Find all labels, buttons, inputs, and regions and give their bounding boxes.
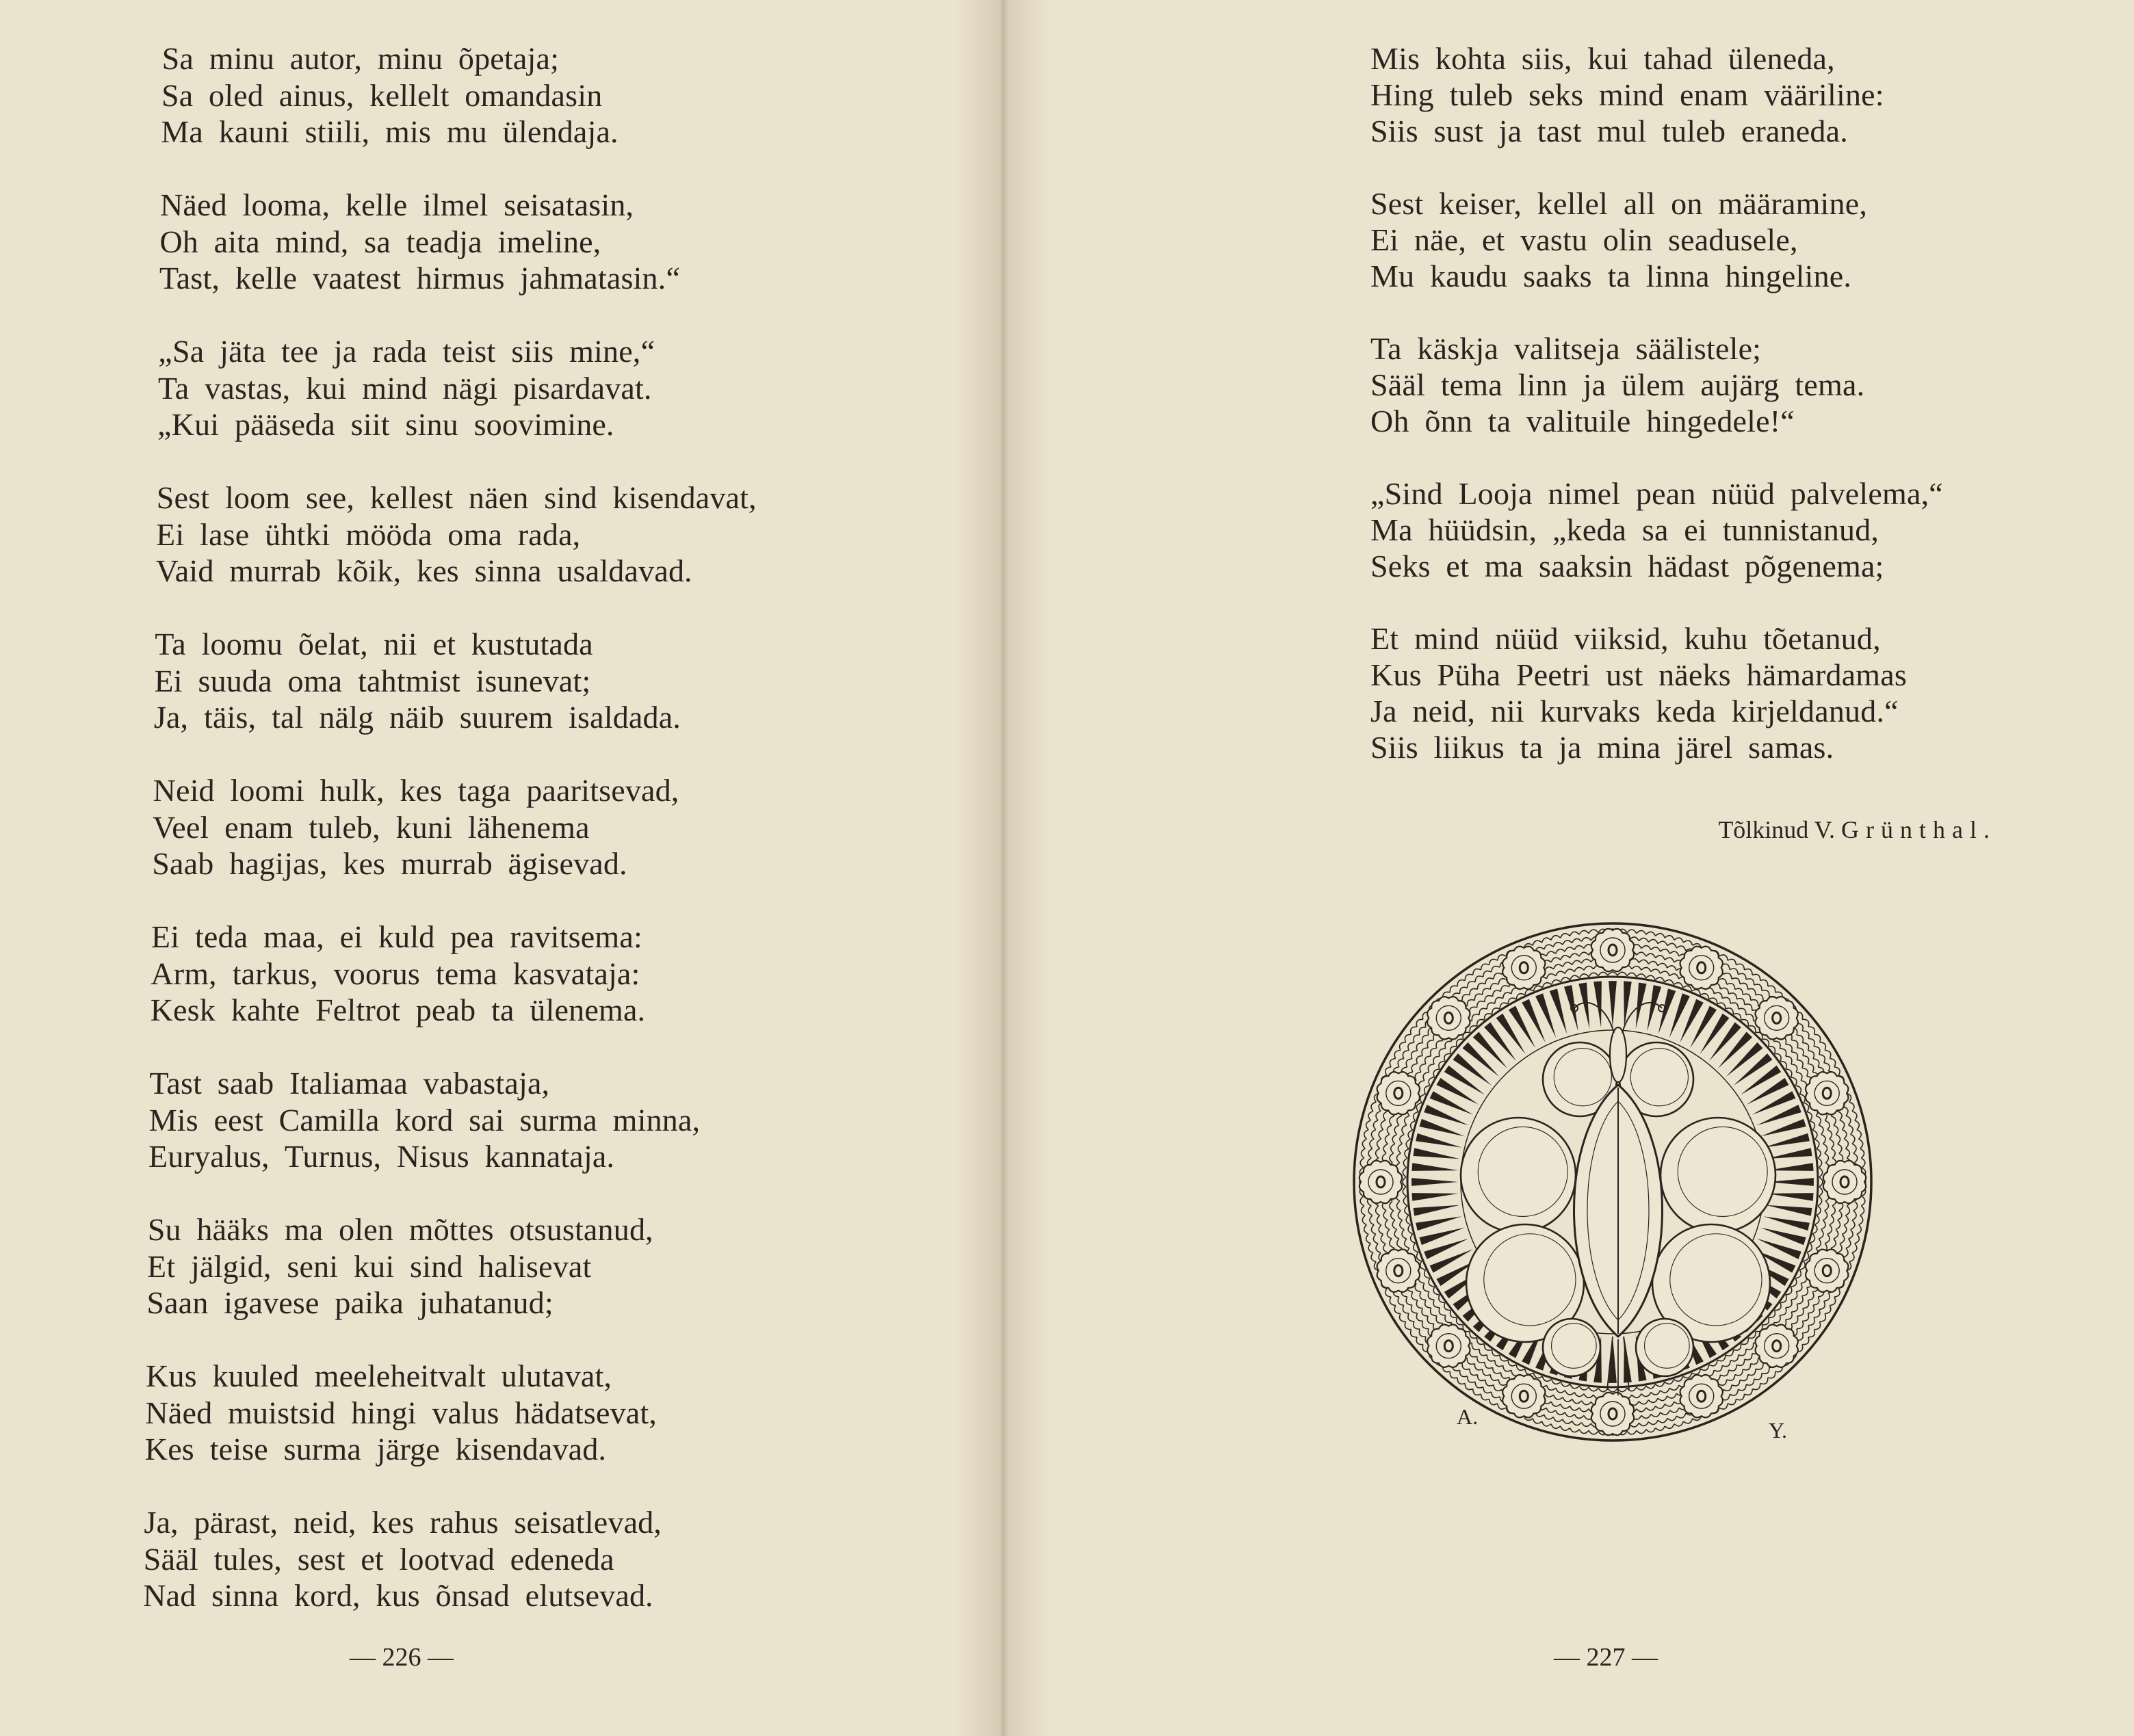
left-page bbox=[0, 0, 1000, 1736]
verse-line: Ja, täis, tal nälg näib suurem isaldada. bbox=[153, 700, 681, 735]
verse-line: Saab hagijas, kes murrab ägisevad. bbox=[151, 846, 628, 881]
right-page bbox=[1003, 0, 2134, 1736]
verse-line: Arm, tarkus, voorus tema kasvataja: bbox=[151, 956, 640, 991]
stanza bbox=[161, 40, 762, 150]
left-page-text bbox=[142, 40, 762, 1650]
verse-line: Ja neid, nii kurvaks keda kirjeldanud.“ bbox=[1370, 694, 1899, 728]
verse-line: Sääl tema linn ja ülem aujärg tema. bbox=[1370, 367, 1865, 402]
verse-line: Sa oled ainus, kellelt omandasin bbox=[161, 77, 603, 113]
verse-line: „Sind Looja nimel pean nüüd palvelema,“ bbox=[1370, 476, 1943, 511]
verse-line: „Kui pääseda siit sinu soovimine. bbox=[157, 407, 615, 442]
monogram-letter-left: A. bbox=[1457, 1404, 1479, 1429]
rosette bbox=[1502, 947, 1545, 989]
verse-line: Siis sust ja tast mul tuleb eraneda. bbox=[1370, 114, 1848, 148]
stanza bbox=[154, 626, 755, 736]
verse-line: Sest loom see, kellest näen sind kisendavat, bbox=[156, 480, 757, 515]
verse-line: Ei näe, et vastu olin seadusele, bbox=[1370, 222, 1798, 257]
rosette bbox=[1502, 1375, 1545, 1417]
stanza bbox=[157, 333, 759, 443]
rosette-petals bbox=[1823, 1161, 1866, 1203]
verse-line: Su hääks ma olen mõttes otsustanud, bbox=[147, 1212, 654, 1247]
verse-line: Ta loomu õelat, nii et kustutada bbox=[154, 627, 594, 661]
verse-line: Näed muistsid hingi valus hädatsevat, bbox=[145, 1395, 658, 1430]
right-page-text bbox=[1370, 40, 1943, 802]
stanza bbox=[150, 919, 751, 1029]
verse-line: Ta vastas, kui mind nägi pisardavat. bbox=[157, 370, 653, 406]
rosette-petals bbox=[1756, 1325, 1798, 1367]
verse-line: Nad sinna kord, kus õnsad elutsevad. bbox=[142, 1578, 654, 1613]
rosette-petals bbox=[1377, 1072, 1420, 1114]
stanza bbox=[152, 772, 753, 882]
verse-line: Ma hüüdsin, „keda sa ei tunnistanud, bbox=[1370, 512, 1879, 547]
stanza bbox=[1370, 475, 1943, 584]
rosette-petals bbox=[1591, 929, 1634, 971]
verse-line: Vaid murrab kõik, kes sinna usaldavad. bbox=[155, 553, 693, 588]
stanza bbox=[1370, 330, 1943, 439]
verse-line: Kus Püha Peetri ust näeks hämardamas bbox=[1370, 657, 1907, 692]
ornament-artwork bbox=[1354, 923, 1871, 1441]
rosette bbox=[1427, 1325, 1470, 1367]
rosette bbox=[1756, 1325, 1798, 1367]
verse-line: Kes teise surma järge kisendavad. bbox=[144, 1432, 607, 1467]
verse-line: Oh aita mind, sa teadja imeline, bbox=[159, 224, 601, 259]
verse-line: Et jälgid, seni kui sind halisevat bbox=[146, 1248, 592, 1284]
stanza bbox=[1370, 40, 1943, 149]
translator-credit bbox=[1718, 815, 1996, 844]
page-number-right: — 227 — bbox=[1554, 1643, 1658, 1672]
stanza bbox=[1370, 185, 1943, 294]
verse-line: Neid loomi hulk, kes taga paaritsevad, bbox=[153, 773, 679, 808]
rosette bbox=[1427, 997, 1470, 1039]
ornament-head bbox=[1610, 1027, 1626, 1082]
verse-line: Seks et ma saaksin hädast põgenema; bbox=[1370, 549, 1884, 583]
translator-credit-initial: V. bbox=[1814, 816, 1836, 843]
rosette-petals bbox=[1502, 947, 1545, 989]
rosette-petals bbox=[1806, 1072, 1848, 1114]
rosette bbox=[1591, 929, 1634, 971]
stanza bbox=[148, 1065, 750, 1175]
rosette bbox=[1756, 997, 1798, 1039]
stanza bbox=[143, 1504, 744, 1614]
rosette-petals bbox=[1756, 997, 1798, 1039]
stanza bbox=[1370, 620, 1943, 765]
verse-line: Ja, pärast, neid, kes rahus seisatlevad, bbox=[144, 1505, 662, 1540]
verse-line: Oh õnn ta valituile hingedele!“ bbox=[1370, 404, 1795, 438]
verse-line: Ta käskja valitseja säälistele; bbox=[1370, 331, 1762, 366]
verse-line: Veel enam tuleb, kuni lähenema bbox=[152, 809, 590, 845]
rosette-petals bbox=[1680, 1375, 1723, 1417]
verse-line: Tast saab Italiamaa vabastaja, bbox=[149, 1066, 550, 1101]
rosette bbox=[1591, 1393, 1634, 1435]
rosette-petals bbox=[1427, 1325, 1470, 1367]
verse-line: Ei suuda oma tahtmist isunevat; bbox=[154, 663, 591, 698]
rosette-petals bbox=[1591, 1393, 1634, 1435]
rosette bbox=[1359, 1161, 1402, 1203]
ornament-lobe bbox=[1636, 1319, 1693, 1376]
ornament-illustration bbox=[1339, 908, 1886, 1456]
verse-line: Sa minu autor, minu õpetaja; bbox=[161, 41, 560, 76]
verse-line: „Sa jäta tee ja rada teist siis mine,“ bbox=[158, 334, 655, 369]
verse-line: Euryalus, Turnus, Nisus kannataja. bbox=[148, 1139, 615, 1174]
verse-line: Ei lase ühtki mööda oma rada, bbox=[155, 516, 581, 552]
stanza bbox=[146, 1211, 748, 1321]
verse-line: Mu kaudu saaks ta linna hingeline. bbox=[1370, 259, 1852, 293]
stanza bbox=[159, 187, 760, 297]
verse-line: Ma kauni stiili, mis mu ülendaja. bbox=[161, 114, 619, 149]
stanza bbox=[145, 1358, 746, 1468]
ornament-svg bbox=[1339, 908, 1886, 1456]
ornament-lobe bbox=[1461, 1118, 1576, 1233]
ornament-lobe bbox=[1661, 1118, 1775, 1233]
stanza bbox=[155, 479, 757, 590]
rosette bbox=[1377, 1072, 1420, 1114]
verse-line: Mis kohta siis, kui tahad üleneda, bbox=[1370, 41, 1835, 76]
verse-line: Ei teda maa, ei kuld pea ravitsema: bbox=[151, 919, 643, 954]
translator-credit-label: Tõlkinud bbox=[1718, 816, 1809, 843]
verse-line: Sääl tules, sest et lootvad edeneda bbox=[143, 1541, 615, 1577]
verse-line: Siis liikus ta ja mina järel samas. bbox=[1370, 730, 1834, 765]
translator-credit-surname: Grünthal. bbox=[1841, 816, 1996, 843]
verse-line: Sest keiser, kellel all on määramine, bbox=[1370, 186, 1868, 221]
rosette-petals bbox=[1427, 997, 1470, 1039]
rosette bbox=[1680, 1375, 1723, 1417]
verse-line: Kesk kahte Feltrot peab ta ülenema. bbox=[150, 992, 646, 1027]
rosette-petals bbox=[1680, 947, 1723, 989]
rosette-petals bbox=[1377, 1250, 1420, 1292]
rosette bbox=[1806, 1072, 1848, 1114]
rosette bbox=[1823, 1161, 1866, 1203]
verse-line: Hing tuleb seks mind enam vääriline: bbox=[1370, 77, 1884, 112]
verse-line: Tast, kelle vaatest hirmus jahmatasin.“ bbox=[159, 261, 681, 295]
rosette-petals bbox=[1806, 1250, 1848, 1292]
monogram-letter-right: Y. bbox=[1769, 1418, 1787, 1443]
rosette bbox=[1377, 1250, 1420, 1292]
verse-line: Saan igavese paika juhatanud; bbox=[146, 1285, 554, 1320]
verse-line: Et mind nüüd viiksid, kuhu tõetanud, bbox=[1370, 621, 1881, 656]
verse-line: Näed looma, kelle ilmel seisatasin, bbox=[159, 187, 634, 222]
rosette-petals bbox=[1359, 1161, 1402, 1203]
rosette bbox=[1806, 1250, 1848, 1292]
verse-line: Kus kuuled meeleheitvalt ulutavat, bbox=[145, 1358, 612, 1393]
verse-line: Mis eest Camilla kord sai surma minna, bbox=[148, 1102, 701, 1137]
rosette-petals bbox=[1502, 1375, 1545, 1417]
ornament-lobe bbox=[1543, 1319, 1600, 1376]
rosette bbox=[1680, 947, 1723, 989]
page-number-left: — 226 — bbox=[350, 1643, 454, 1672]
